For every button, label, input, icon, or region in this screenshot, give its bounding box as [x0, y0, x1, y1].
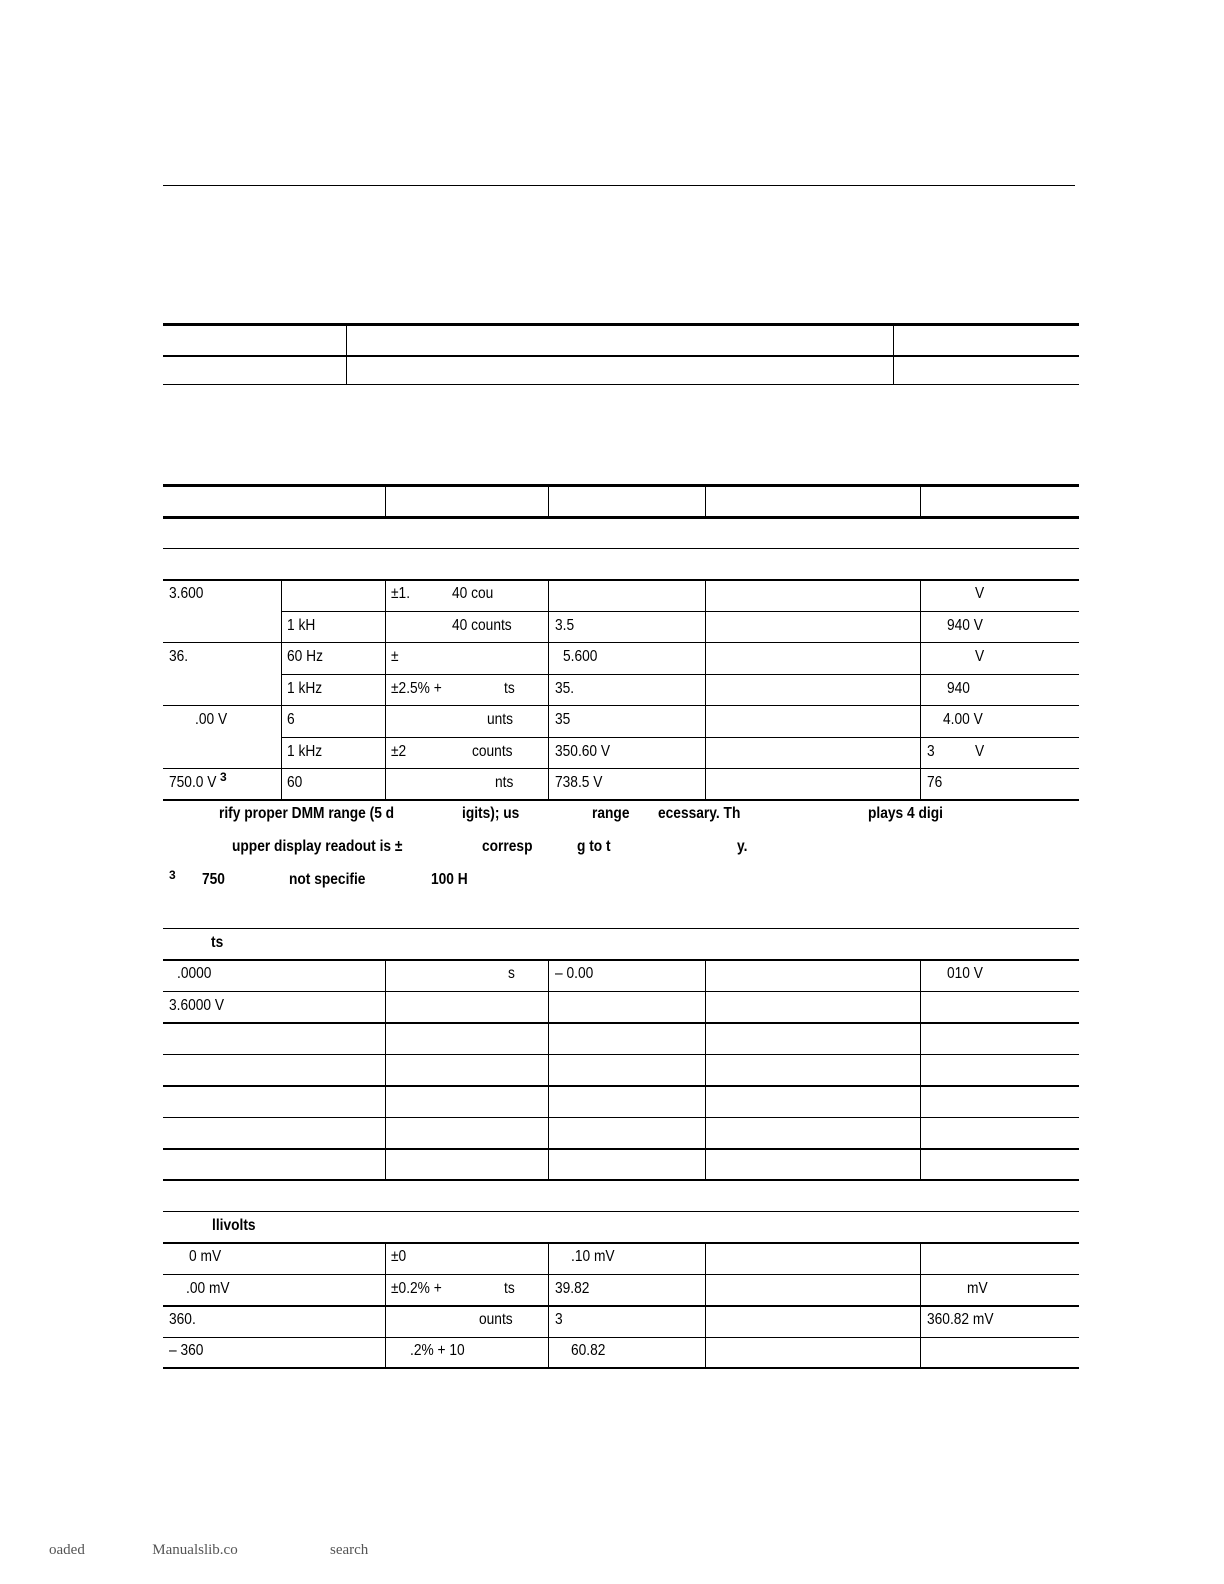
table-cell: ts: [504, 680, 515, 697]
table-cell: 1 kHz: [287, 743, 323, 760]
table-cell: 3.6000 V: [169, 997, 225, 1014]
table-cell: – 0.00: [555, 965, 594, 982]
table-cell: unts: [487, 711, 514, 728]
table-cell: 4.00 V: [943, 711, 983, 728]
table-cell: 010 V: [947, 965, 983, 982]
table-cell: 350.60 V: [555, 743, 611, 760]
table-cell: 60 Hz: [287, 648, 323, 665]
table-cell: ±2.5% +: [391, 680, 442, 697]
table-cell: 738.5 V: [555, 774, 603, 791]
table-cell: ±1.: [391, 585, 411, 602]
table-cell: 3.600: [169, 585, 204, 602]
table-cell: ±2: [391, 743, 407, 760]
table-cell: 3: [927, 743, 935, 760]
manualslib-link[interactable]: Manualslib.co: [152, 1542, 238, 1558]
table-cell: 60.82: [571, 1342, 606, 1359]
table-cell: 5.600: [563, 648, 598, 665]
table-cell: ounts: [479, 1311, 513, 1328]
table-cell: – 360: [169, 1342, 204, 1359]
table-cell: 3.5: [555, 617, 575, 634]
table-cell: 36.: [169, 648, 189, 665]
footer-text-left: oaded: [49, 1542, 85, 1558]
table-cell: 360.: [169, 1311, 196, 1328]
table-cell: .2% + 10: [410, 1342, 465, 1359]
table-cell: 750.0 V: [169, 774, 217, 791]
table-cell: 60: [287, 774, 303, 791]
header-rule: [163, 185, 1075, 186]
table-cell: .00 mV: [186, 1280, 230, 1297]
table-cell: ±0: [391, 1248, 407, 1265]
table-cell: .00 V: [195, 711, 228, 728]
table-cell: 940 V: [947, 617, 983, 634]
section-label-dc-volts: ts: [211, 934, 224, 951]
table-cell: V: [975, 743, 985, 760]
table-cell: nts: [495, 774, 514, 791]
table-cell: 40 cou: [452, 585, 494, 602]
footer-text-right: search: [330, 1542, 369, 1558]
table-cell: 360.82 mV: [927, 1311, 994, 1328]
table-cell: ±: [391, 648, 399, 665]
table-cell: V: [975, 648, 985, 665]
table-cell: 35: [555, 711, 571, 728]
table-cell: ts: [504, 1280, 515, 1297]
table-cell: .0000: [177, 965, 212, 982]
table-cell: .10 mV: [571, 1248, 615, 1265]
table-cell: 1 kH: [287, 617, 316, 634]
section-label-millivolts: llivolts: [212, 1217, 256, 1234]
table-cell: s: [508, 965, 515, 982]
table-cell: ±0.2% +: [391, 1280, 442, 1297]
table-cell: 0 mV: [189, 1248, 222, 1265]
table-cell: 940: [947, 680, 970, 697]
table-cell: 39.82: [555, 1280, 590, 1297]
table-cell: 40 counts: [452, 617, 512, 634]
table-cell: 3: [555, 1311, 563, 1328]
table-cell: 1 kHz: [287, 680, 323, 697]
table-cell: counts: [472, 743, 513, 760]
table-cell: 6: [287, 711, 295, 728]
table-cell: 76: [927, 774, 943, 791]
footnote-marker: 3: [220, 770, 227, 784]
table-cell: mV: [967, 1280, 988, 1297]
table-cell: 35.: [555, 680, 575, 697]
table-cell: V: [975, 585, 985, 602]
